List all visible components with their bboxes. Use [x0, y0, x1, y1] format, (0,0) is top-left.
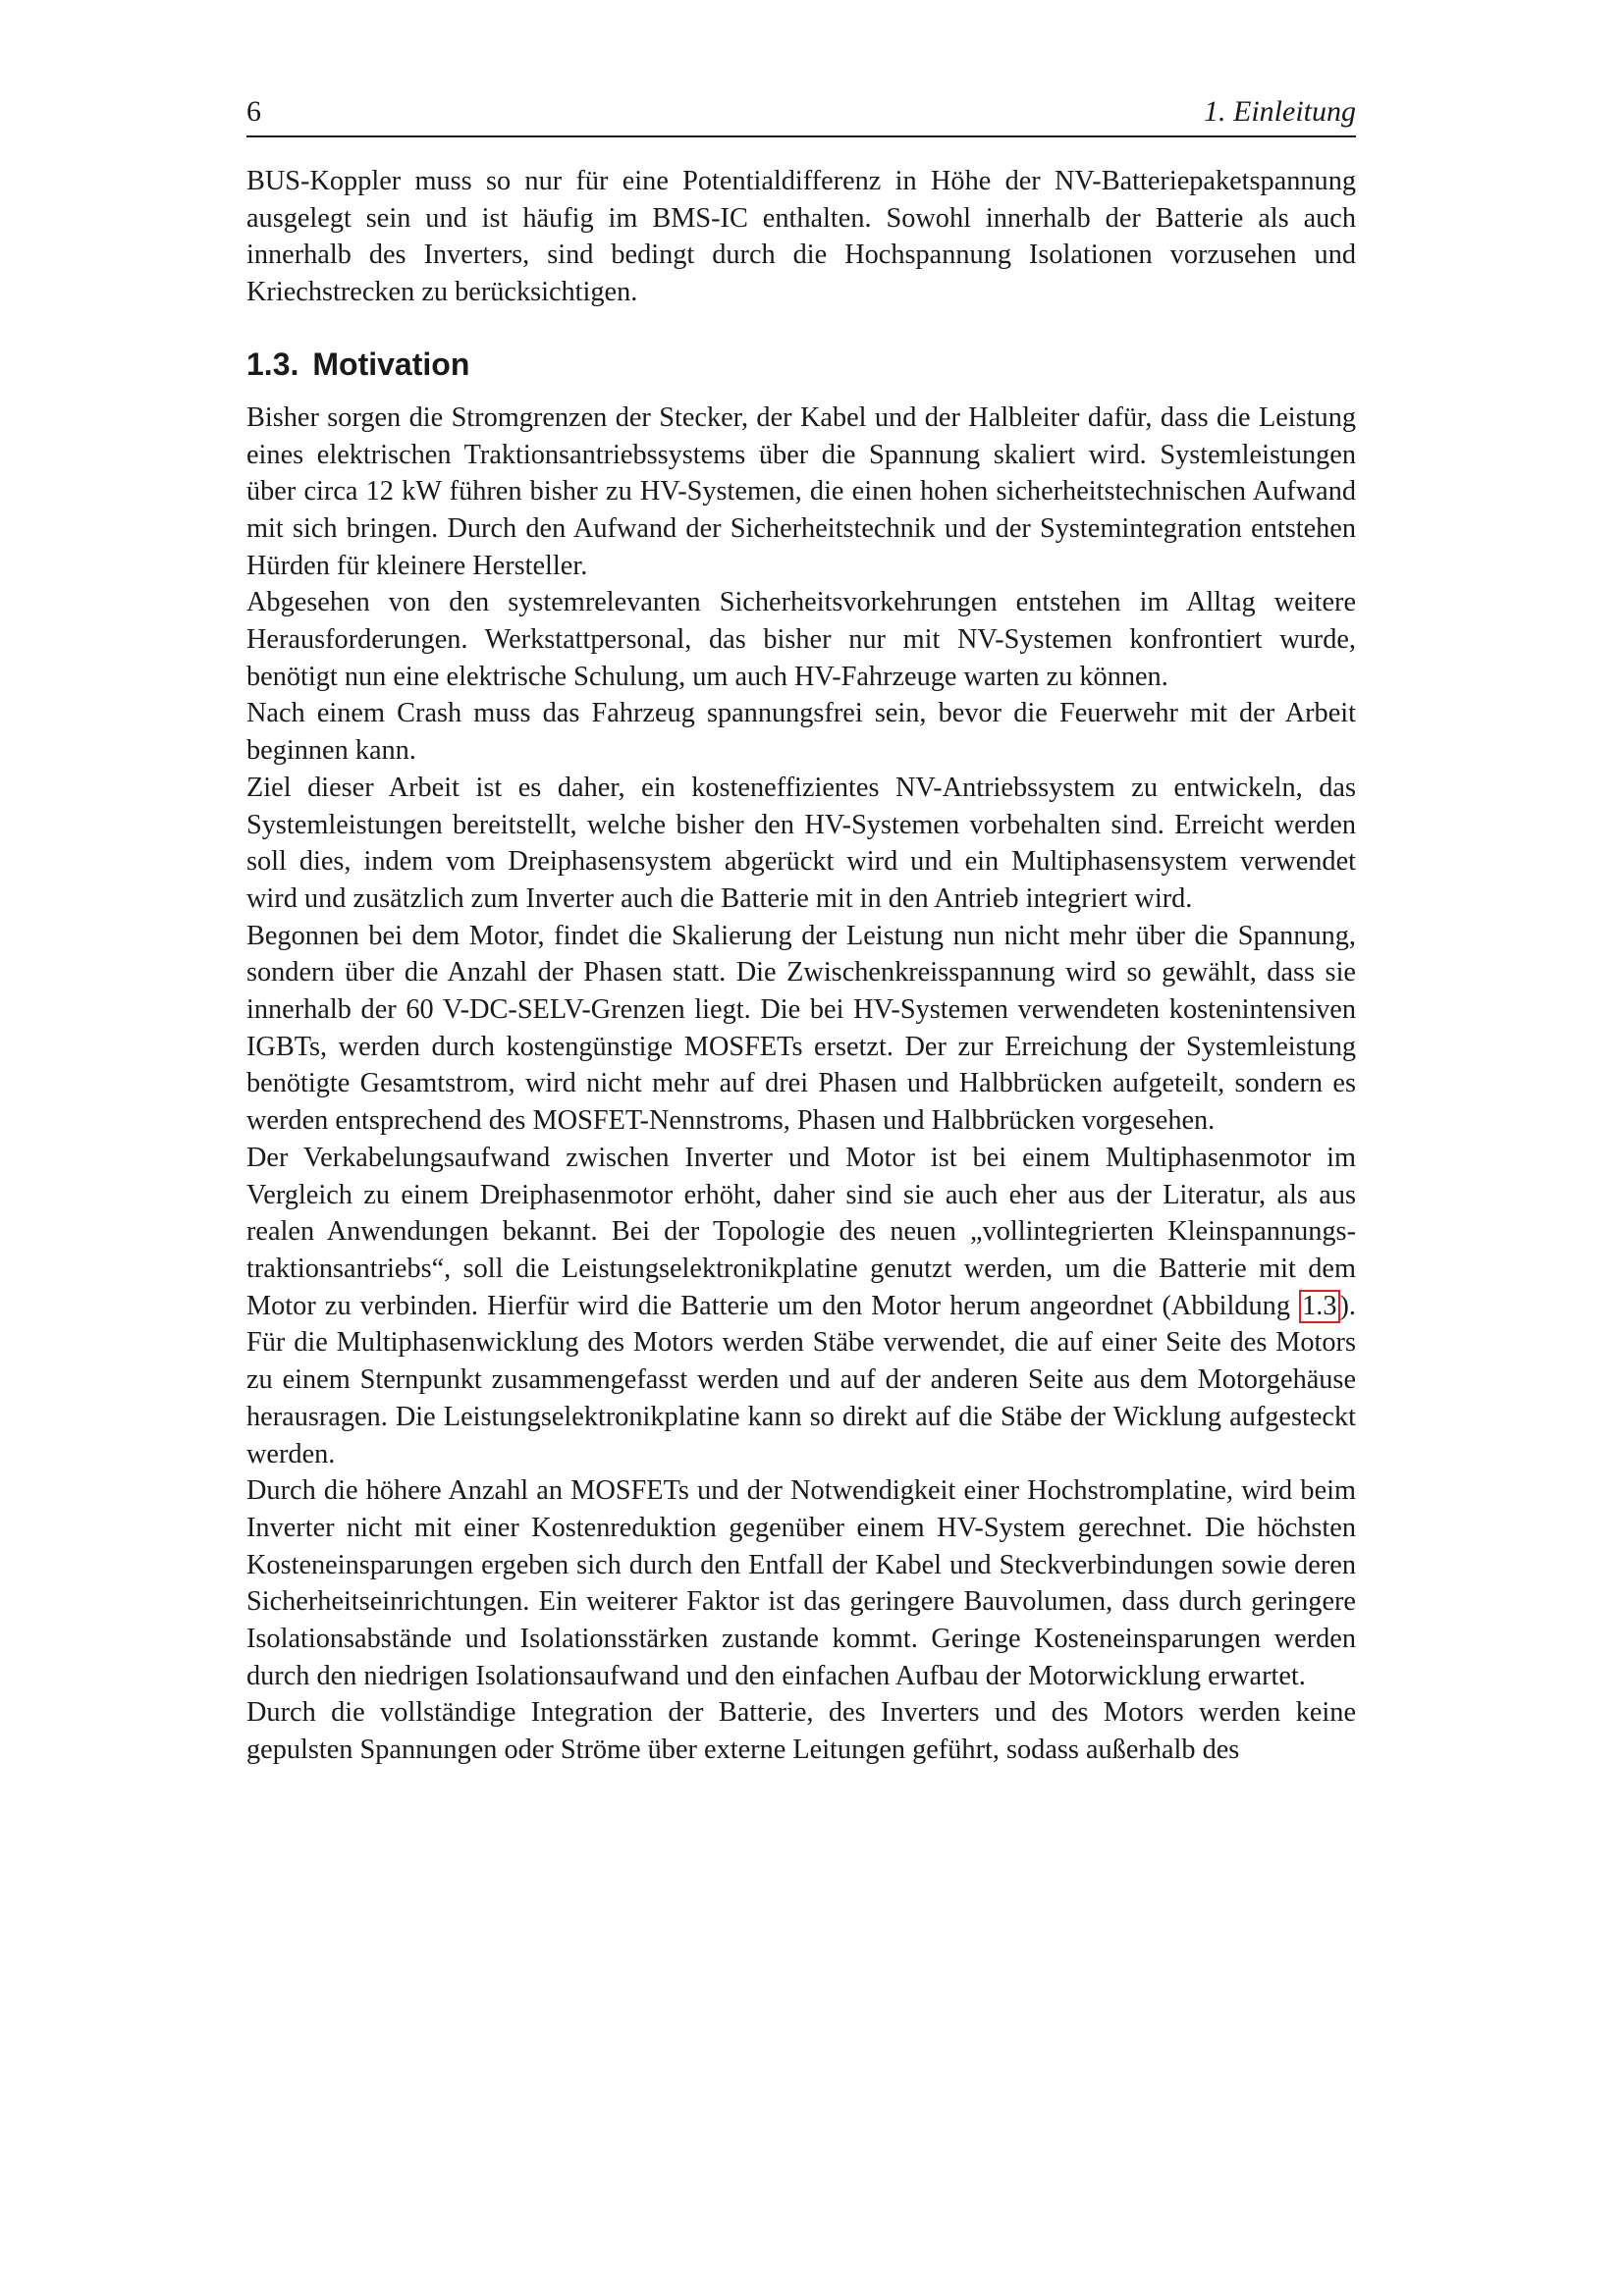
- section-heading: [246, 345, 1356, 384]
- paragraph-3: Nach einem Crash muss das Fahrzeug spannungsfrei sein, bevor die Feuerwehr mit der Arbeit beginnen kann.: [246, 698, 1356, 767]
- section-number: 1.3.: [246, 346, 299, 382]
- figure-reference-link[interactable]: 1.3: [1299, 1290, 1339, 1323]
- paragraph-6-text-end: ). Für die Multiphasenwicklung des Motors werden Stäbe verwendet, die auf einer Seite des Motors zu einem Sternpunkt zusammengefasst werden und auf der anderen Seite aus dem Motorgehäuse herausragen. Die Leistungselektronikplatine kann so direkt auf die Stäbe der Wicklung aufgesteckt werden.: [246, 1290, 1356, 1469]
- paragraph-8: Durch die vollständige Integration der Batterie, des Inverters und des Motors werden keine gepulsten Spannungen oder Ströme über externe Leitungen geführt, sodass außerhalb des: [246, 1697, 1356, 1766]
- page-number: 6: [246, 95, 261, 128]
- intro-paragraph: BUS-Koppler muss so nur für eine Potentialdifferenz in Höhe der NV-Batteriepaketspannung ausgelegt sein und ist häufig im BMS-IC enthalten. Sowohl innerhalb der Batterie als auch innerhalb des Inverters, sind bedingt durch die Hochspannung Isolationen vorzusehen und Kriechstrecken zu berücksichtigen.: [246, 166, 1356, 308]
- paragraph-7: Durch die höhere Anzahl an MOSFETs und der Notwendigkeit einer Hochstromplatine, wird beim Inverter nicht mit einer Kostenreduktion gegenüber einem HV-System gerechnet. Die höchsten Kosteneinsparungen ergeben sich durch den Entfall der Kabel und Steckverbindungen sowie deren Sicherheitseinrichtungen. Ein weiterer Faktor ist das geringere Bauvolumen, dass durch geringere Isolationsabstände und Isolationsstärken zustande kommt. Geringe Kosteneinsparungen werden durch den niedrigen Isolationsaufwand und den einfachen Aufbau der Motorwicklung erwartet.: [246, 1475, 1356, 1691]
- paragraph-6: [246, 1140, 1356, 1472]
- paragraph-2: Abgesehen von den systemrelevanten Sicherheitsvorkehrungen entstehen im Alltag weitere Herausforderungen. Werkstattpersonal, das bisher nur mit NV-Systemen konfrontiert wurde, benötigt nun eine elektrische Schulung, um auch HV-Fahrzeuge warten zu können.: [246, 587, 1356, 692]
- chapter-title: 1. Einleitung: [1204, 95, 1356, 128]
- paragraph-6-text-start: Der Verkabelungsaufwand zwischen Inverter und Motor ist bei einem Multiphasenmotor im Vergleich zu einem Dreiphasenmotor erhöht, daher sind sie auch eher aus der Literatur, als aus realen Anwendungen bekannt. Bei der Topologie des neuen „vollintegrierten Kleinspannungstraktionsantriebs“, soll die Leistungselektronikplatine genutzt werden, um die Batterie mit dem Motor zu verbinden. Hierfür wird die Batterie um den Motor herum angeordnet (Abbildung: [246, 1142, 1356, 1321]
- running-header: [246, 94, 1356, 137]
- paragraph-1: Bisher sorgen die Stromgrenzen der Stecker, der Kabel und der Halbleiter dafür, dass die Leistung eines elektrischen Traktionsantriebssystems über die Spannung skaliert wird. Systemleistungen über circa 12 kW führen bisher zu HV-Systemen, die einen hohen sicherheitstechnischen Aufwand mit sich bringen. Durch den Aufwand der Sicherheitstechnik und der Systemintegration entstehen Hürden für kleinere Hersteller.: [246, 401, 1356, 581]
- paragraph-5: Begonnen bei dem Motor, findet die Skalierung der Leistung nun nicht mehr über die Spannung, sondern über die Anzahl der Phasen statt. Die Zwischenkreisspannung wird so gewählt, dass sie innerhalb der 60 V-DC-SELV-Grenzen liegt. Die bei HV-Systemen verwendeten kostenintensiven IGBTs, werden durch kostengünstige MOSFETs ersetzt. Der zur Erreichung der Systemleistung benötigte Gesamtstrom, wird nicht mehr auf drei Phasen und Halbbrücken aufgeteilt, sondern es werden entsprechend des MOSFET-Nennstroms, Phasen und Halbbrücken vorgesehen.: [246, 920, 1356, 1137]
- paragraph-4: Ziel dieser Arbeit ist es daher, ein kosteneffizientes NV-Antriebssystem zu entwickeln, das Systemleistungen bereitstellt, welche bisher den HV-Systemen vorbehalten sind. Erreicht werden soll dies, indem vom Dreiphasensystem abgerückt wird und ein Multiphasensystem verwendet wird und zusätzlich zum Inverter auch die Batterie mit in den Antrieb integriert wird.: [246, 772, 1356, 914]
- document-page: [246, 94, 1356, 1769]
- section-title: Motivation: [312, 346, 470, 382]
- body-text: [246, 163, 1356, 1769]
